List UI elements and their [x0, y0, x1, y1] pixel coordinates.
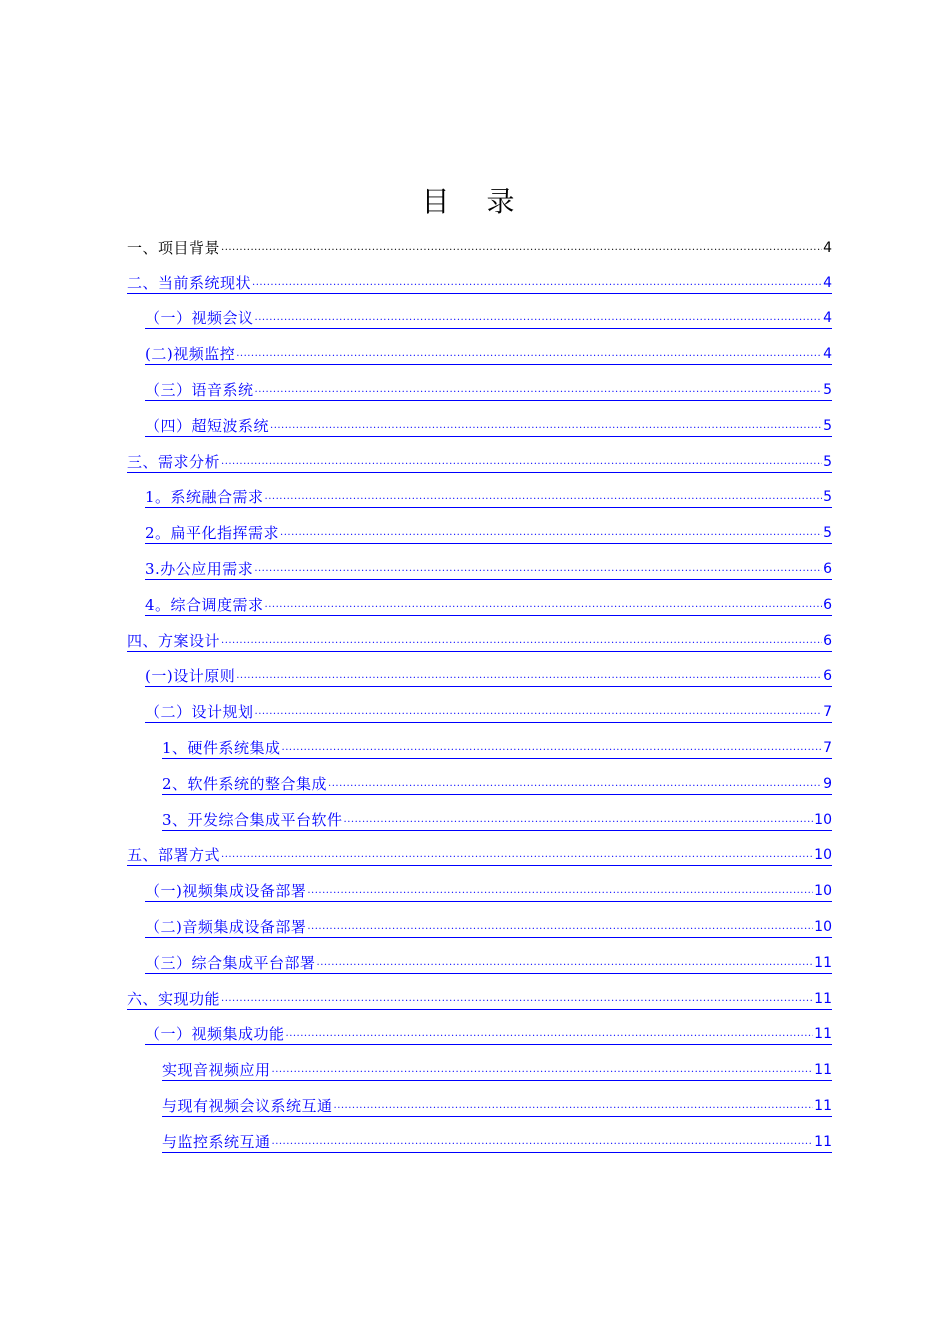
toc-entry-page-number: 11: [814, 1062, 832, 1079]
toc-entry-page-number: 10: [814, 847, 832, 864]
toc-entry[interactable]: [127, 759, 832, 795]
toc-title: 目 录: [421, 185, 529, 218]
toc-entry-page-number: 5: [823, 489, 832, 506]
toc-entry-link[interactable]: [145, 309, 832, 329]
toc-entry-title: 2。扁平化指挥需求: [145, 524, 280, 543]
toc-entry[interactable]: [127, 1117, 832, 1153]
dot-leader: [286, 1025, 814, 1043]
toc-entry-link[interactable]: [145, 560, 832, 580]
toc-entry-link[interactable]: [127, 990, 832, 1010]
toc-entry-link[interactable]: [145, 667, 832, 687]
toc-entry[interactable]: [127, 1081, 832, 1117]
toc-entry[interactable]: [127, 687, 832, 723]
toc-entry-title: 一、项目背景: [127, 238, 221, 257]
toc-entry-title: （三）综合集成平台部署: [145, 953, 316, 972]
toc-entry-title: （二)音频集成设备部署: [145, 917, 307, 936]
toc-entry-title: （二）设计规划: [145, 703, 254, 722]
toc-entry-title: 三、需求分析: [127, 452, 221, 471]
toc-entry[interactable]: [127, 902, 832, 938]
toc-entry[interactable]: [127, 580, 832, 616]
dot-leader: [252, 274, 822, 292]
toc-entry-page-number: 9: [823, 775, 832, 792]
toc-entry-link[interactable]: [127, 274, 832, 294]
toc-entry-link[interactable]: [162, 1061, 832, 1081]
toc-entry[interactable]: [127, 795, 832, 831]
toc-entry[interactable]: [127, 723, 832, 759]
toc-entry-link[interactable]: [127, 846, 832, 866]
toc-entry-link[interactable]: [145, 345, 832, 365]
dot-leader: [307, 918, 813, 936]
toc-entry[interactable]: [127, 616, 832, 652]
toc-entry-link[interactable]: [145, 954, 832, 974]
toc-entry-title: 二、当前系统现状: [127, 273, 252, 292]
toc-entry[interactable]: [127, 258, 832, 294]
toc-entry-link[interactable]: [162, 1097, 832, 1117]
toc-entry-title: 与现有视频会议系统互通: [162, 1096, 333, 1115]
toc-entry[interactable]: [127, 974, 832, 1010]
toc-entry-title: （一）视频会议: [145, 309, 254, 328]
toc-entry-page-number: 11: [814, 1097, 832, 1114]
toc-entry-link[interactable]: [145, 1025, 832, 1045]
toc-entry-page-number: 4: [823, 274, 832, 291]
dot-leader: [236, 345, 822, 363]
toc-entry-title: 与监控系统互通: [162, 1132, 271, 1151]
toc-entry-page-number: 11: [814, 1026, 832, 1043]
dot-leader: [272, 1133, 814, 1151]
toc-entry-page-number: 6: [823, 632, 832, 649]
toc-entry-link[interactable]: [127, 632, 832, 652]
toc-entry-link[interactable]: [162, 811, 832, 831]
toc-entry-page-number: 4: [823, 310, 832, 327]
toc-entry[interactable]: [127, 1010, 832, 1046]
dot-leader: [236, 667, 822, 685]
toc-entry[interactable]: [127, 938, 832, 974]
toc-entry-link[interactable]: [145, 882, 832, 902]
toc-entry-page-number: 10: [814, 918, 832, 935]
toc-entry-link[interactable]: [162, 739, 832, 759]
toc-entry[interactable]: [127, 508, 832, 544]
toc-entry[interactable]: [127, 652, 832, 688]
dot-leader: [307, 882, 813, 900]
toc-entry-page-number: 5: [823, 381, 832, 398]
toc-entry-page-number: 4: [823, 346, 832, 363]
toc-entry-title: (二)视频监控: [145, 345, 236, 364]
dot-leader: [254, 560, 822, 578]
dot-leader: [265, 596, 823, 614]
toc-entry[interactable]: [127, 437, 832, 473]
toc-entry-page-number: 7: [823, 739, 832, 756]
toc-entry-page-number: 6: [823, 668, 832, 685]
toc-entry-link[interactable]: [145, 524, 832, 544]
dot-leader: [255, 381, 823, 399]
toc-entry-title: 六、实现功能: [127, 989, 221, 1008]
toc-entry[interactable]: [127, 294, 832, 330]
toc-entry-link[interactable]: [162, 1133, 832, 1153]
toc-entry[interactable]: [127, 365, 832, 401]
toc-entry[interactable]: [127, 1045, 832, 1081]
toc-entry-title: （一)视频集成设备部署: [145, 882, 307, 901]
toc-entry-page-number: 4: [823, 239, 832, 256]
toc-entry-page-number: 11: [814, 1133, 832, 1150]
toc-entry-link[interactable]: [162, 775, 832, 795]
dot-leader: [344, 811, 814, 829]
dot-leader: [317, 954, 814, 972]
dot-leader: [328, 775, 822, 793]
toc-entry-page-number: 10: [814, 811, 832, 828]
toc-entry-title: （三）语音系统: [145, 380, 254, 399]
dot-leader: [272, 1061, 814, 1079]
toc-entry-title: （一）视频集成功能: [145, 1025, 285, 1044]
toc-entry-page-number: 11: [814, 990, 832, 1007]
toc-entry[interactable]: [127, 831, 832, 867]
toc-list: [127, 222, 832, 1153]
toc-entry-page-number: 5: [823, 525, 832, 542]
toc-entry-link[interactable]: [145, 918, 832, 938]
toc-entry-page-number: 10: [814, 883, 832, 900]
dot-leader: [221, 453, 822, 471]
dot-leader: [221, 632, 822, 650]
toc-entry-page-number: 5: [823, 453, 832, 470]
toc-entry-title: （四）超短波系统: [145, 416, 270, 435]
dot-leader: [265, 488, 823, 506]
dot-leader: [270, 417, 822, 435]
dot-leader: [282, 739, 823, 757]
toc-entry[interactable]: [127, 866, 832, 902]
toc-entry-title: 4。综合调度需求: [145, 595, 264, 614]
toc-entry-page-number: 5: [823, 417, 832, 434]
toc-entry-page-number: 6: [823, 596, 832, 613]
toc-entry-link[interactable]: [145, 596, 832, 616]
toc-entry[interactable]: [127, 544, 832, 580]
dot-leader: [334, 1097, 814, 1115]
dot-leader: [221, 239, 822, 257]
dot-leader: [255, 309, 823, 327]
toc-entry-page-number: 11: [814, 954, 832, 971]
toc-entry-link[interactable]: [145, 381, 832, 401]
toc-entry-link: [127, 239, 832, 258]
toc-entry-link[interactable]: [145, 417, 832, 437]
toc-entry-page-number: 6: [823, 560, 832, 577]
toc-entry-link[interactable]: [145, 703, 832, 723]
toc-entry-page-number: 7: [823, 704, 832, 721]
toc-entry-title: 2、软件系统的整合集成: [162, 774, 328, 793]
toc-entry-link[interactable]: [145, 488, 832, 508]
dot-leader: [221, 990, 813, 1008]
toc-entry-title: 四、方案设计: [127, 631, 221, 650]
toc-entry-link[interactable]: [127, 453, 832, 473]
dot-leader: [221, 846, 813, 864]
toc-entry-title: 3、开发综合集成平台软件: [162, 810, 343, 829]
dot-leader: [280, 524, 822, 542]
toc-entry[interactable]: [127, 329, 832, 365]
toc-entry-title: 3.办公应用需求: [145, 559, 254, 578]
toc-entry-title: 五、部署方式: [127, 846, 221, 865]
toc-entry[interactable]: [127, 473, 832, 509]
toc-entry-title: 实现音视频应用: [162, 1061, 271, 1080]
toc-entry-title: (一)设计原则: [145, 667, 236, 686]
toc-entry: [127, 222, 832, 258]
dot-leader: [255, 703, 823, 721]
toc-entry[interactable]: [127, 401, 832, 437]
toc-entry-title: 1。系统融合需求: [145, 488, 264, 507]
toc-entry-title: 1、硬件系统集成: [162, 738, 281, 757]
